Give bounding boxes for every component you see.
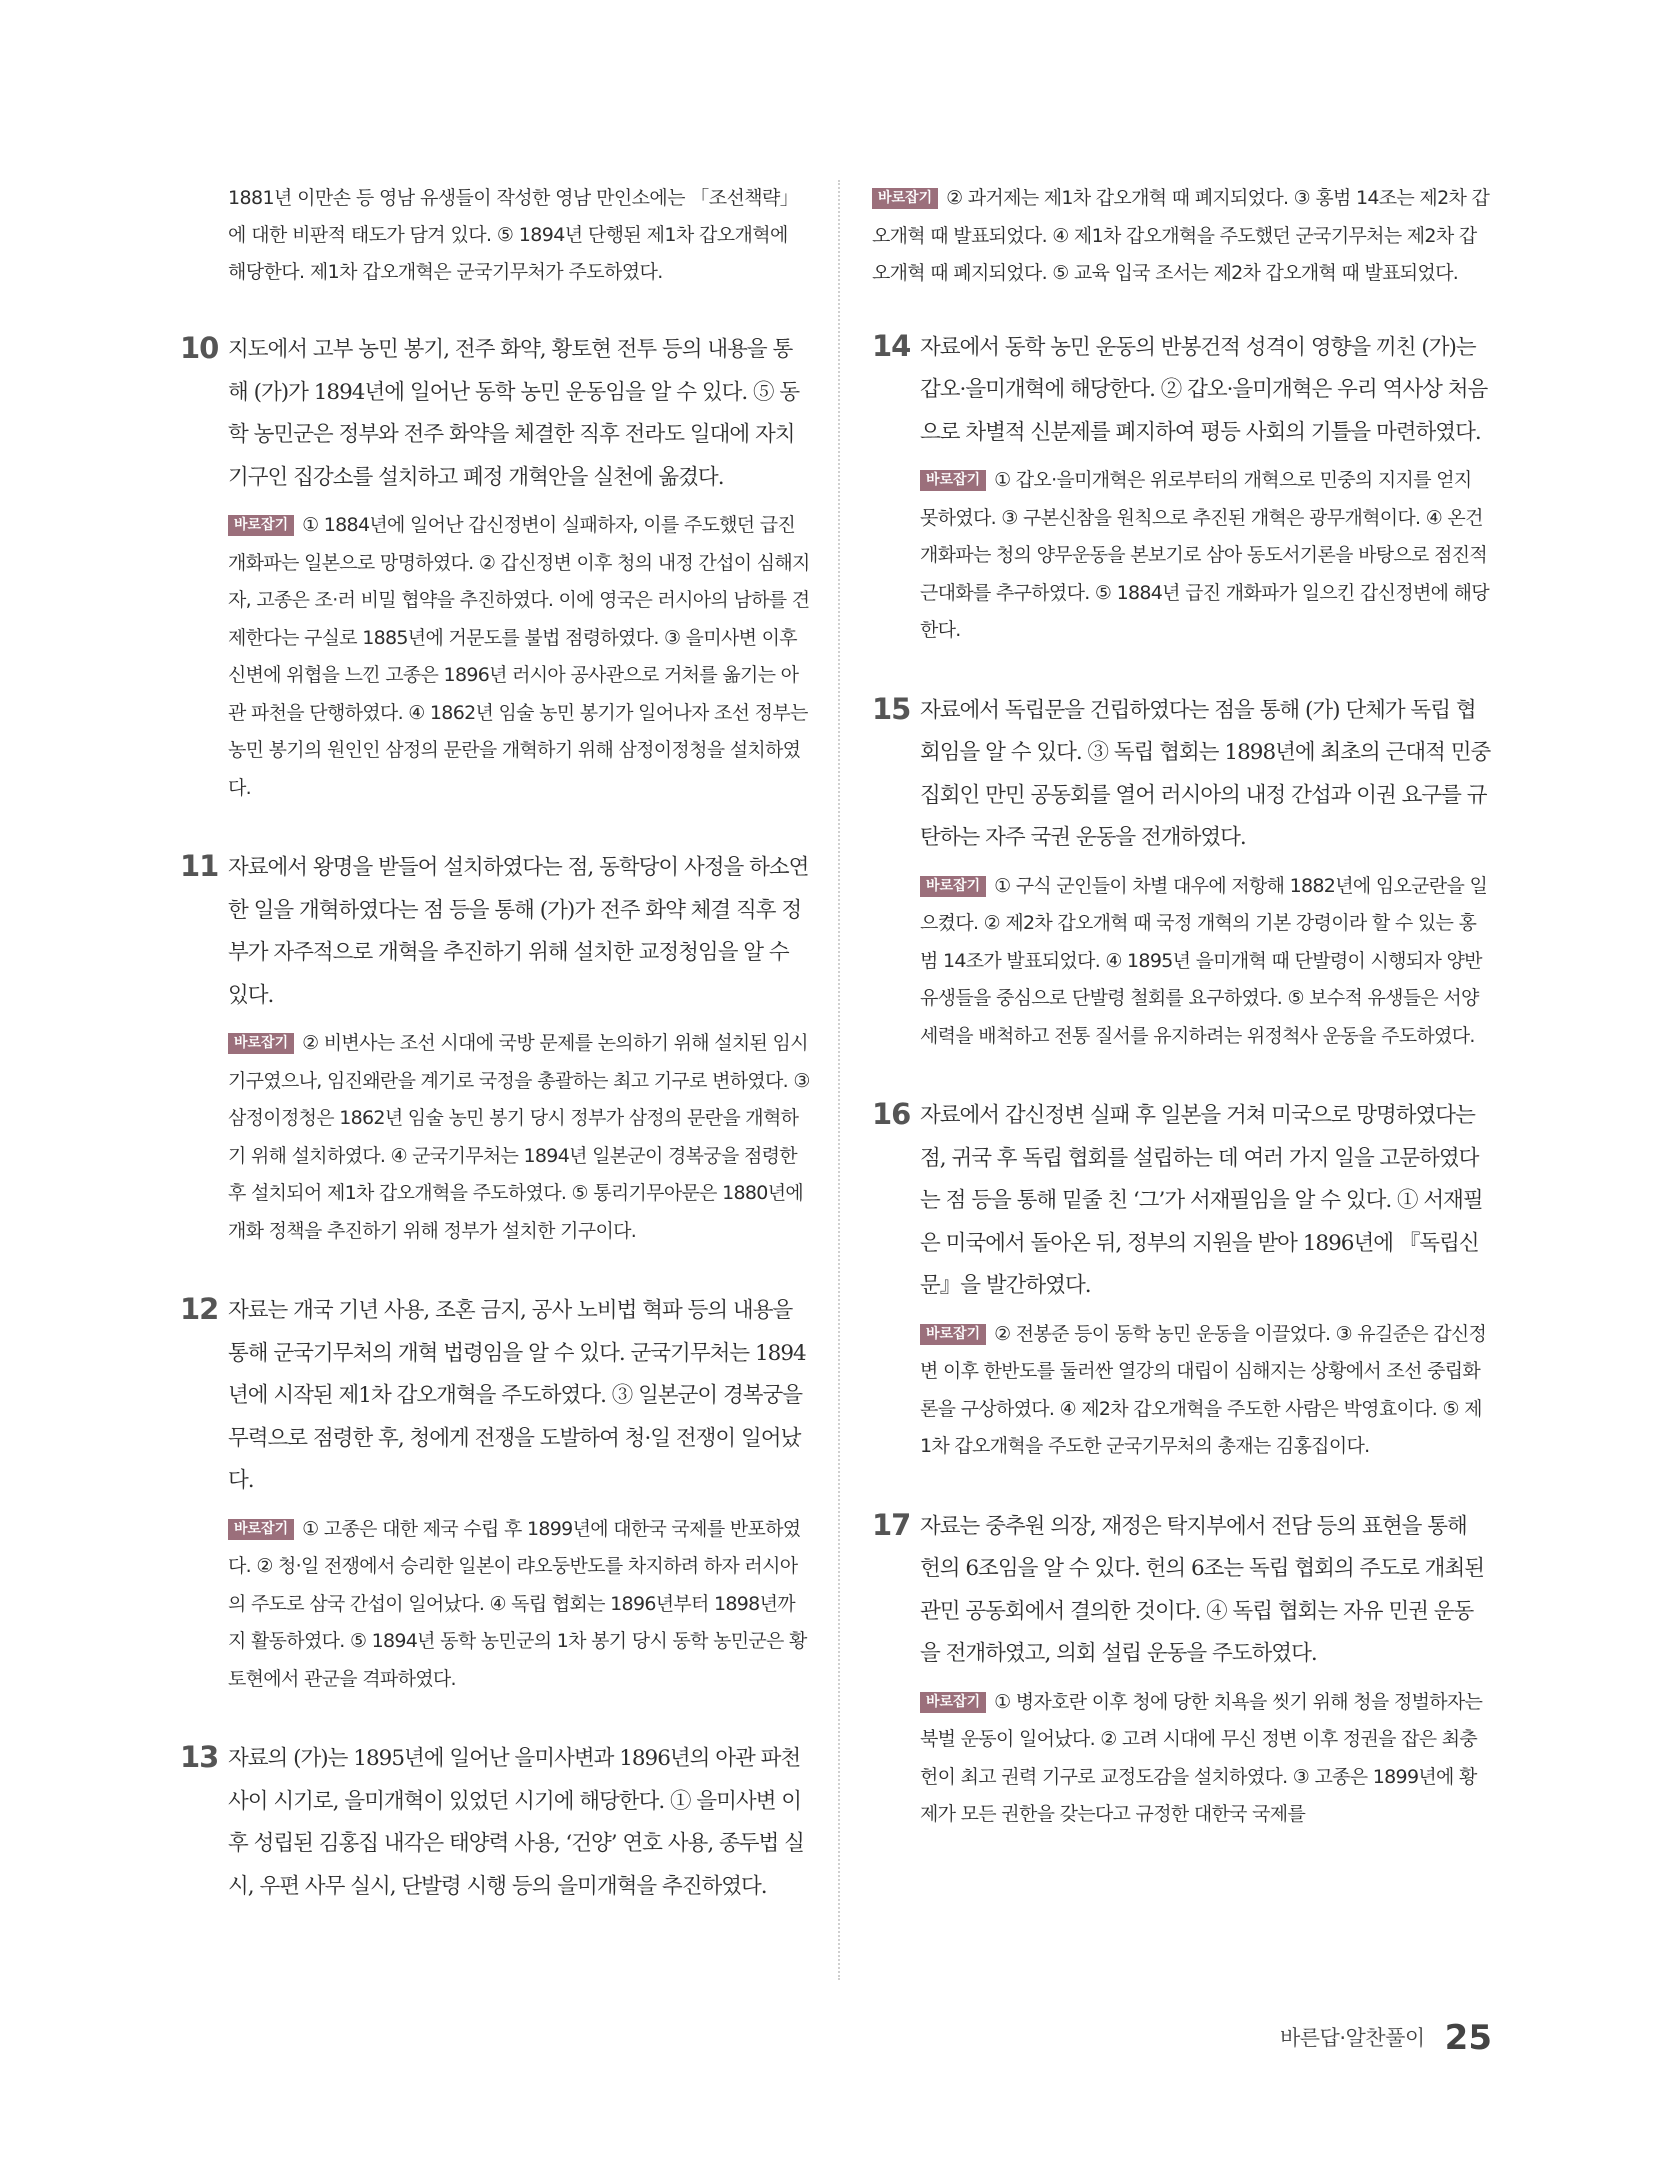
correction-text: ① 구식 군인들이 차별 대우에 저항해 1882년에 임오군란을 일으켰다. ② 제2차 갑오개혁 때 국정 개혁의 기본 강령이라 할 수 있는 홍범 14조가 발표되었다. ④ 1895년 을미개혁 때 단발령이 시행되자 양반 유생들을 중심으로 단발령 철회를 요구하였다. ⑤ 보수적 유생들은 서양 세력을 배척하고 전통 질서를 유지하려는 위정척사 운동을 주도하였다. xyxy=(920,874,1488,1047)
page-number: 25 xyxy=(1444,2018,1492,2058)
correction-tag: 바로잡기 xyxy=(228,1033,294,1054)
answer-15 xyxy=(872,690,1492,1056)
correction-note xyxy=(228,507,810,807)
answer-16 xyxy=(872,1095,1492,1466)
answer-14 xyxy=(872,327,1492,650)
explanation: 자료는 개국 기년 사용, 조혼 금지, 공사 노비법 혁파 등의 내용을 통해 군국기무처의 개혁 법령임을 알 수 있다. 군국기무처는 1894년에 시작된 제1차 갑오개혁을 주도하였다. ③ 일본군이 경복궁을 무력으로 점령한 후, 청에게 전쟁을 도발하여 청·일 전쟁이 일어났다. xyxy=(228,1298,806,1493)
correction-note xyxy=(920,1684,1492,1834)
correction-note xyxy=(228,1511,810,1699)
left-column xyxy=(180,180,810,1948)
correction-note xyxy=(228,1025,810,1250)
right-column xyxy=(872,180,1492,1874)
question-number: 15 xyxy=(872,691,911,726)
question-number: 13 xyxy=(180,1740,219,1774)
answer-12 xyxy=(180,1290,810,1698)
correction-text: ② 과거제는 제1차 갑오개혁 때 폐지되었다. ③ 홍범 14조는 제2차 갑오개혁 때 발표되었다. ④ 제1차 갑오개혁을 주도했던 군국기무처는 제2차 갑오개혁 때 폐지되었다. ⑤ 교육 입국 조서는 제2차 갑오개혁 때 발표되었다. xyxy=(872,187,1490,284)
explanation: 자료의 (가)는 1895년에 일어난 을미사변과 1896년의 아관 파천 사이 시기로, 을미개혁이 있었던 시기에 해당한다. ① 을미사변 이후 성립된 김홍집 내각은 태양력 사용, ‘건양’ 연호 사용, 종두법 실시, 우편 사무 실시, 단발령 시행 등의 을미개혁을 추진하였다. xyxy=(228,1746,804,1899)
correction-text: ② 전봉준 등이 동학 농민 운동을 이끌었다. ③ 유길준은 갑신정변 이후 한반도를 둘러싼 열강의 대립이 심해지는 상황에서 조선 중립화론을 구상하였다. ④ 제2차 갑오개혁을 주도한 사람은 박영효이다. ⑤ 제1차 갑오개혁을 주도한 군국기무처의 총재는 김홍집이다. xyxy=(920,1322,1487,1457)
correction-note xyxy=(920,462,1492,650)
question-number: 17 xyxy=(872,1507,911,1542)
question-number: 12 xyxy=(180,1292,219,1326)
column-divider xyxy=(838,180,840,1980)
correction-tag: 바로잡기 xyxy=(228,515,294,536)
explanation: 자료에서 독립문을 건립하였다는 점을 통해 (가) 단체가 독립 협회임을 알 수 있다. ③ 독립 협회는 1898년에 최초의 근대적 민중 집회인 만민 공동회를 열어 러시아의 내정 간섭과 이권 요구를 규탄하는 자주 국권 운동을 전개하였다. xyxy=(920,697,1491,850)
correction-tag: 바로잡기 xyxy=(920,470,986,491)
answer-11 xyxy=(180,847,810,1250)
correction-note xyxy=(920,1316,1492,1466)
explanation: 자료는 중추원 의장, 재정은 탁지부에서 전담 등의 표현을 통해 헌의 6조임을 알 수 있다. 헌의 6조는 독립 협회의 주도로 개최된 관민 공동회에서 결의한 것이다. ④ 독립 협회는 자유 민권 운동을 전개하였고, 의회 설립 운동을 주도하였다. xyxy=(920,1513,1484,1666)
answer-17 xyxy=(872,1506,1492,1834)
correction-text: ① 1884년에 일어난 갑신정변이 실패하자, 이를 주도했던 급진 개화파는 일본으로 망명하였다. ② 갑신정변 이후 청의 내정 간섭이 심해지자, 고종은 조·러 비밀 협약을 추진하였다. 이에 영국은 러시아의 남하를 견제한다는 구실로 1885년에 거문도를 불법 점령하였다. ③ 을미사변 이후 신변에 위협을 느낀 고종은 1896년 러시아 공사관으로 거처를 옮기는 아관 파천을 단행하였다. ④ 1862년 임술 농민 봉기가 일어나자 조선 정부는 농민 봉기의 원인인 삼정의 문란을 개혁하기 위해 삼정이정청을 설치하였다. xyxy=(228,514,810,799)
question-number: 11 xyxy=(180,849,219,883)
footer-label: 바른답·알찬풀이 xyxy=(1279,2026,1425,2050)
explanation: 지도에서 고부 농민 봉기, 전주 화약, 황토현 전투 등의 내용을 통해 (가)가 1894년에 일어난 동학 농민 운동임을 알 수 있다. ⑤ 동학 농민군은 정부와 전주 화약을 체결한 직후 전라도 일대에 자치 기구인 집강소를 설치하고 폐정 개혁안을 실천에 옮겼다. xyxy=(228,337,800,490)
question-number: 16 xyxy=(872,1097,911,1131)
correction-text: ① 고종은 대한 제국 수립 후 1899년에 대한국 국제를 반포하였다. ② 청·일 전쟁에서 승리한 일본이 랴오둥반도를 차지하려 하자 러시아의 주도로 삼국 간섭이 일어났다. ④ 독립 협회는 1896년부터 1898년까지 활동하였다. ⑤ 1894년 동학 농민군의 1차 봉기 당시 동학 농민군은 황토현에서 관군을 격파하였다. xyxy=(228,1517,807,1690)
correction-tag: 바로잡기 xyxy=(920,876,986,897)
continuation-note xyxy=(872,180,1492,293)
correction-tag: 바로잡기 xyxy=(920,1692,986,1713)
correction-text: ① 갑오·을미개혁은 위로부터의 개혁으로 민중의 지지를 얻지 못하였다. ③ 구본신참을 원칙으로 추진된 개혁은 광무개혁이다. ④ 온건 개화파는 청의 양무운동을 본보기로 삼아 동도서기론을 바탕으로 점진적 근대화를 추구하였다. ⑤ 1884년 급진 개화파가 일으킨 갑신정변에 해당한다. xyxy=(920,469,1489,641)
page-footer xyxy=(1280,2018,1492,2058)
correction-tag: 바로잡기 xyxy=(228,1519,294,1540)
correction-tag: 바로잡기 xyxy=(872,188,938,209)
explanation: 자료에서 왕명을 받들어 설치하였다는 점, 동학당이 사정을 하소연한 일을 개혁하였다는 점 등을 통해 (가)가 전주 화약 체결 직후 정부가 자주적으로 개혁을 추진하기 위해 설치한 교정청임을 알 수 있다. xyxy=(228,855,809,1008)
explanation: 자료에서 갑신정변 실패 후 일본을 거쳐 미국으로 망명하였다는 점, 귀국 후 독립 협회를 설립하는 데 여러 가지 일을 고문하였다는 점 등을 통해 밑줄 친 ‘그’가 서재필임을 알 수 있다. ① 서재필은 미국에서 돌아온 뒤, 정부의 지원을 받아 1896년에 『독립신문』을 발간하였다. xyxy=(920,1103,1483,1298)
correction-text: ① 병자호란 이후 청에 당한 치욕을 씻기 위해 청을 정벌하자는 북벌 운동이 일어났다. ② 고려 시대에 무신 정변 이후 정권을 잡은 최충헌이 최고 권력 기구로 교정도감을 설치하였다. ③ 고종은 1899년에 황제가 모든 권한을 갖는다고 규정한 대한국 국제를 xyxy=(920,1690,1483,1825)
answer-13 xyxy=(180,1738,810,1908)
correction-text: ② 비변사는 조선 시대에 국방 문제를 논의하기 위해 설치된 임시 기구였으나, 임진왜란을 계기로 국정을 총괄하는 최고 기구로 변하였다. ③ 삼정이정청은 1862년 임술 농민 봉기 당시 정부가 삼정의 문란을 개혁하기 위해 설치하였다. ④ 군국기무처는 1894년 일본군이 경복궁을 점령한 후 설치되어 제1차 갑오개혁을 주도하였다. ⑤ 통리기무아문은 1880년에 개화 정책을 추진하기 위해 정부가 설치한 기구이다. xyxy=(228,1032,810,1242)
continuation-text: 1881년 이만손 등 영남 유생들이 작성한 영남 만인소에는 「조선책략」에 대한 비판적 태도가 담겨 있다. ⑤ 1894년 단행된 제1차 갑오개혁에 해당한다. 제1차 갑오개혁은 군국기무처가 주도하였다. xyxy=(228,187,799,283)
correction-note xyxy=(920,868,1492,1056)
question-number: 10 xyxy=(180,331,219,365)
question-number: 14 xyxy=(872,328,911,363)
answer-10 xyxy=(180,329,810,807)
correction-tag: 바로잡기 xyxy=(920,1324,986,1345)
explanation: 자료에서 동학 농민 운동의 반봉건적 성격이 영향을 끼친 (가)는 갑오·을미개혁에 해당한다. ② 갑오·을미개혁은 우리 역사상 처음으로 차별적 신분제를 폐지하여 평등 사회의 기틀을 마련하였다. xyxy=(920,334,1488,445)
